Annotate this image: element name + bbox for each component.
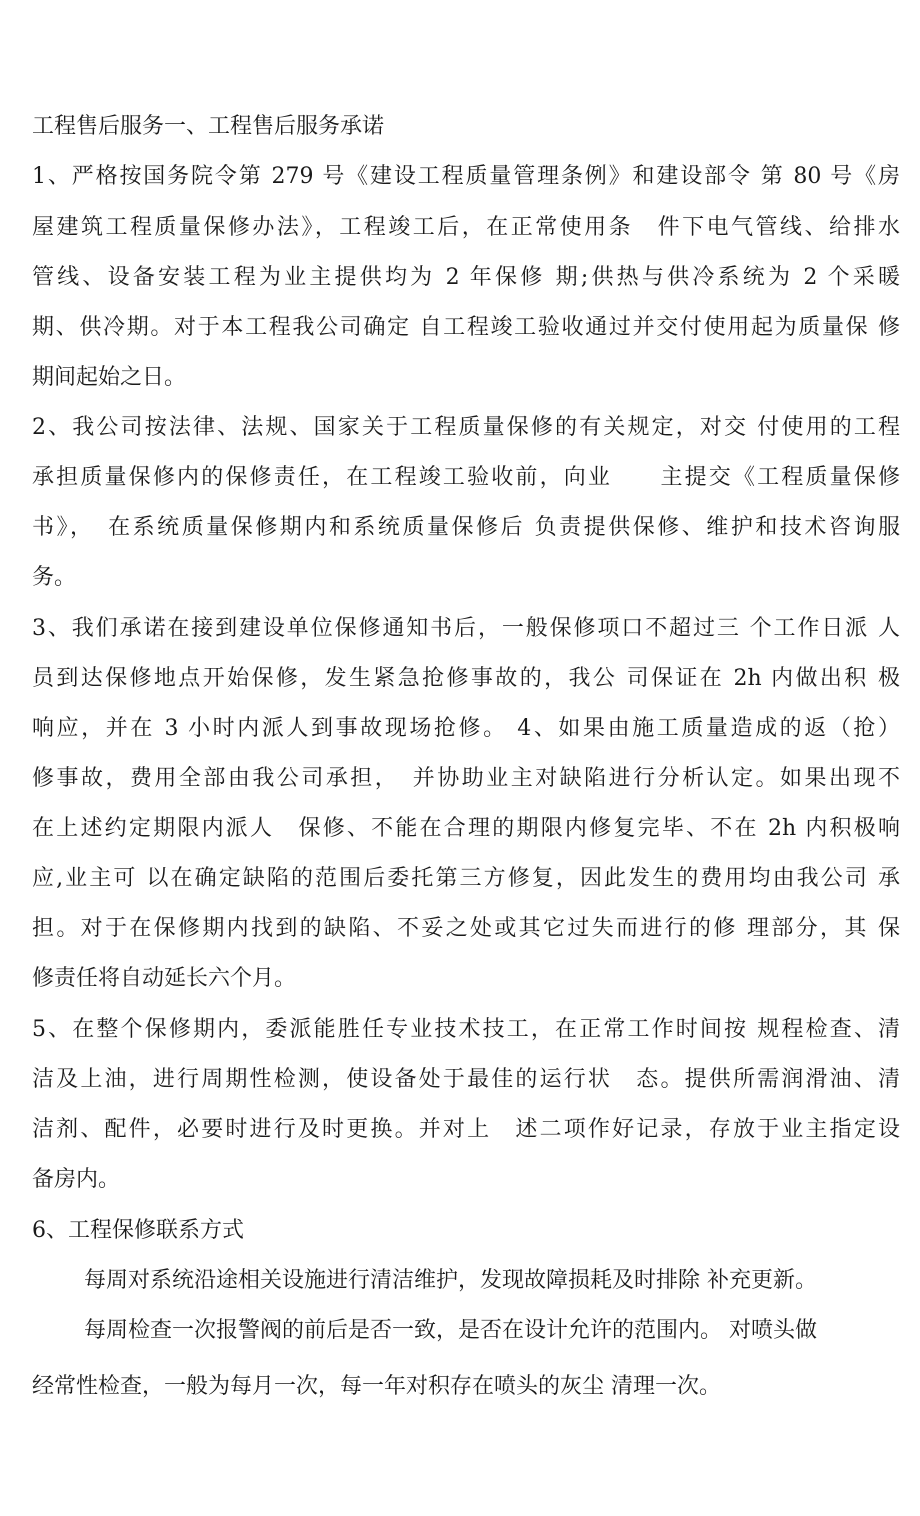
text-line: 洁及上油，进行周期性检测，使设备处于最佳的运行状 态。提供所需润滑油、清 <box>32 1067 900 1092</box>
text-line: 5、在整个保修期内，委派能胜任专业技术技工，在正常工作时间按 规程检查、清 <box>32 1017 900 1042</box>
text-line: 期间起始之日。 <box>32 365 187 390</box>
text-line: 应,业主可 以在确定缺陷的范围后委托第三方修复，因此发生的费用均由我公司 承 <box>32 866 900 891</box>
text-line: 3、我们承诺在接到建设单位保修通知书后，一般保修项口不超过三 个工作日派 人 <box>32 616 900 641</box>
text-line: 期、供冷期。对于本工程我公司确定 自工程竣工验收通过并交付使用起为质量保 修 <box>32 315 900 340</box>
text-line: 务。 <box>32 565 77 590</box>
document-title: 工程售后服务一、工程售后服务承诺 <box>32 114 385 139</box>
text-line: 屋建筑工程质量保修办法》，工程竣工后，在正常使用条 件下电气管线、给排水 <box>32 215 900 240</box>
text-line: 每周对系统沿途相关设施进行清洁维护，发现故障损耗及时排除 补充更新。 <box>84 1268 817 1293</box>
text-line: 在上述约定期限内派人 保修、不能在合理的期限内修复完毕、不在 2h 内积极响 <box>32 816 900 841</box>
text-line: 书》， 在系统质量保修期内和系统质量保修后 负责提供保修、维护和技术咨询服 <box>32 515 900 540</box>
text-line: 备房内。 <box>32 1167 121 1192</box>
text-line: 承担质量保修内的保修责任，在工程竣工验收前，向业 主提交《工程质量保修 <box>32 465 900 490</box>
text-line: 管线、设备安装工程为业主提供均为 2 年保修 期;供热与供冷系统为 2 个采暖 <box>32 265 900 290</box>
text-line: 员到达保修地点开始保修，发生紧急抢修事故的，我公 司保证在 2h 内做出积 极 <box>32 666 900 691</box>
text-line: 每周检查一次报警阀的前后是否一致，是否在设计允许的范围内。 对喷头做 <box>84 1318 817 1343</box>
text-line: 经常性检查，一般为每月一次，每一年对积存在喷头的灰尘 清理一次。 <box>32 1374 721 1399</box>
text-line: 洁剂、配件，必要时进行及时更换。并对上 述二项作好记录，存放于业主指定设 <box>32 1117 900 1142</box>
text-line: 修责任将自动延长六个月。 <box>32 966 297 991</box>
text-line: 担。对于在保修期内找到的缺陷、不妥之处或其它过失而进行的修 理部分，其 保 <box>32 916 900 941</box>
text-line: 1、严格按国务院令第 279 号《建设工程质量管理条例》和建设部令 第 80 号《房 <box>32 164 900 189</box>
section-heading: 6、工程保修联系方式 <box>32 1218 244 1243</box>
text-line: 响应，并在 3 小时内派人到事故现场抢修。 4、如果由施工质量造成的返（抢） <box>32 716 900 741</box>
text-line: 修事故，费用全部由我公司承担， 并协助业主对缺陷进行分析认定。如果出现不 <box>32 766 900 791</box>
text-line: 2、我公司按法律、法规、国家关于工程质量保修的有关规定，对交 付使用的工程 <box>32 415 900 440</box>
